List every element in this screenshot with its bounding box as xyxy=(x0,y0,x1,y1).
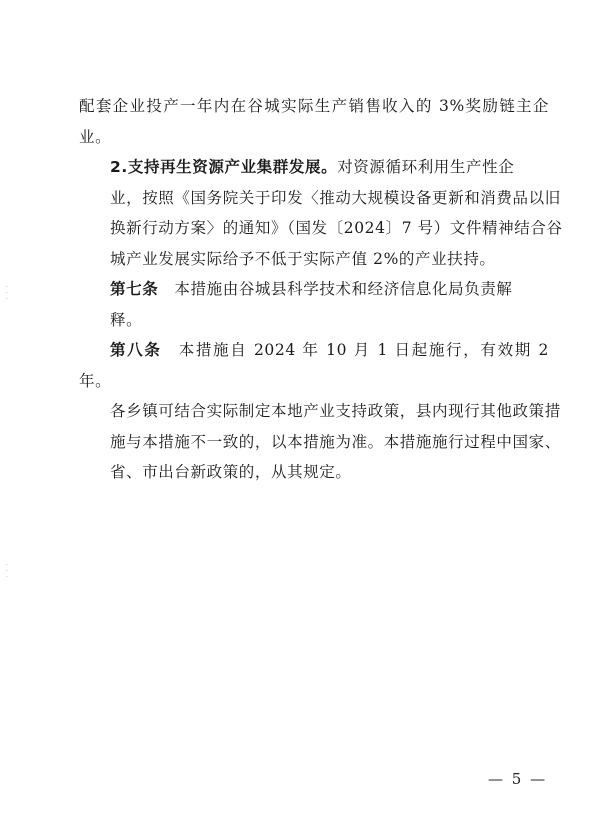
continuation-paragraph xyxy=(79,91,549,152)
article-8-heading: 第八条 xyxy=(110,341,162,359)
article-7-paragraph xyxy=(79,274,549,335)
article-8-text-line3: 施与本措施不一致的，以本措施为准。本措施施行过程中国家、 xyxy=(110,432,561,451)
item-2-paragraph xyxy=(79,152,563,274)
article-8-text-line2: 各乡镇可结合实际制定本地产业支持政策，县内现行其他政策措 xyxy=(110,402,561,420)
article-8-text-line4: 省、市出台新政策的，从其规定。 xyxy=(110,463,352,481)
article-7-text-line2: 释。 xyxy=(110,310,143,329)
item-2-text-line2: 业，按照《国务院关于印发〈推动大规模设备更新和消费品以旧 xyxy=(110,188,561,207)
binding-margin-mark: · · · xyxy=(6,284,8,303)
article-7-heading: 第七条 xyxy=(110,280,159,298)
item-2-text-line4: 城产业发展实际给予不低于实际产值 2%的产业扶持。 xyxy=(110,249,496,268)
page-number: — 5 — xyxy=(488,770,548,788)
item-2-text-line1: 对资源循环利用生产性企 xyxy=(337,158,515,176)
binding-margin-mark: · · · xyxy=(6,562,8,581)
article-8-paragraph xyxy=(79,335,561,488)
item-2-text-line3: 换新行动方案〉的通知》（国发〔2024〕7 号）文件精神结合谷 xyxy=(110,219,563,237)
continuation-text: 配套企业投产一年内在谷城实际生产销售收入的 3%奖励链主企业。 xyxy=(79,97,549,146)
article-7-text-line1: 本措施由谷城县科学技术和经济信息化局负责解 xyxy=(174,280,513,298)
item-2-heading: 2.支持再生资源产业集群发展。 xyxy=(110,158,338,176)
document-body xyxy=(79,91,563,488)
article-8-text-line1: 本措施自 2024 年 10 月 1 日起施行，有效期 2 年。 xyxy=(79,341,549,390)
